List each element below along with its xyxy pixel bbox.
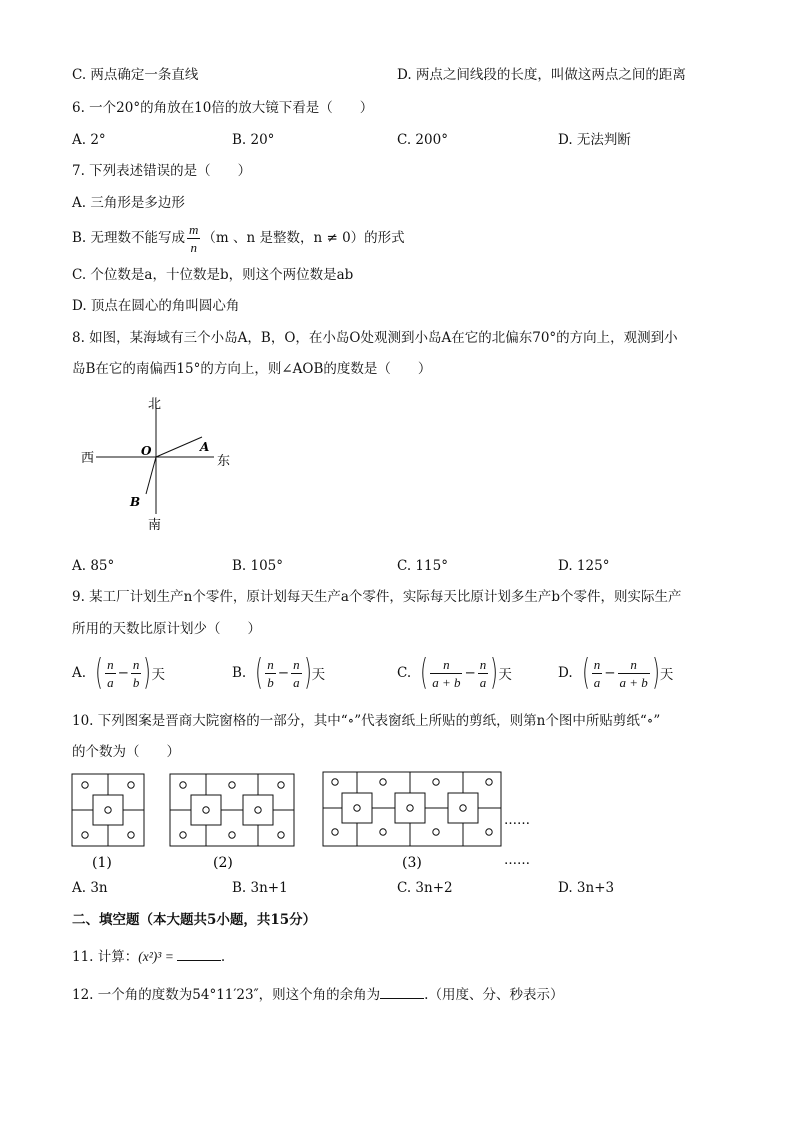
q9-a-frac1 — [105, 658, 116, 689]
frac-denominator: b — [267, 674, 274, 690]
q10-option-b: B. 3n+1 — [232, 880, 288, 896]
q8-stem-line1: 8. 如图，某海域有三个小岛A，B，O，在小岛O处观测到小岛A在它的北偏东70°的方向上，观测到小 — [72, 330, 678, 346]
frac-numerator: n — [479, 656, 487, 672]
q7-option-c: C. 个位数是a，十位数是b，则这个两位数是ab — [72, 267, 354, 283]
frac-numerator: n — [593, 656, 601, 672]
q7-option-d: D. 顶点在圆心的角叫圆心角 — [72, 298, 240, 314]
q12-suffix: .（用度、分、秒表示） — [424, 987, 564, 1003]
q7-option-b-prefix: B. 无理数不能写成 — [72, 230, 186, 246]
q7-option-a: A. 三角形是多边形 — [72, 195, 185, 211]
pattern-figure-2 — [170, 774, 294, 846]
q10-option-a: A. 3n — [72, 880, 108, 896]
q9-c-frac1 — [430, 658, 462, 689]
ray-oa — [156, 437, 202, 457]
pattern-ellipsis-top: …… — [504, 813, 530, 828]
q9-c-frac2 — [478, 658, 489, 689]
label-north: 北 — [148, 397, 162, 412]
q9-option-a-label: A. — [72, 665, 87, 681]
q6-option-d: D. 无法判断 — [558, 132, 631, 148]
q9-b-frac1 — [265, 658, 276, 689]
pattern-ellipsis-bottom: …… — [504, 853, 530, 868]
label-b: B — [130, 495, 141, 509]
frac-denominator: a — [293, 674, 300, 690]
q12-line — [72, 984, 563, 1004]
q10-stem-line2: 的个数为（ ） — [72, 744, 180, 760]
q9-option-b: B. ( $\frac{n}{b}$ − $\frac{n}{a}$ ) 天 — [232, 652, 326, 693]
q5-option-c: C. 两点确定一条直线 — [72, 67, 199, 83]
q11-period: . — [220, 949, 226, 965]
q7-stem: 7. 下列表述错误的是（ ） — [72, 163, 252, 179]
q8-stem-line2: 岛B在它的南偏西15°的方向上，则∠AOB的度数是（ ） — [72, 361, 432, 377]
minus-sign: − — [117, 665, 129, 681]
frac-denominator: a + b — [432, 674, 461, 690]
label-west: 西 — [81, 451, 95, 466]
q7-option-b — [72, 220, 405, 256]
unit-days: 天 — [151, 667, 165, 683]
figure-label-2: (2) — [213, 855, 233, 871]
q12-prefix: 12. 一个角的度数为54°11′23″，则这个角的余角为 — [72, 987, 381, 1003]
pattern-figure-3 — [323, 772, 501, 846]
q10-window-patterns — [60, 768, 560, 876]
q9-stem-line2: 所用的天数比原计划少（ ） — [72, 621, 261, 637]
label-east: 东 — [217, 454, 231, 469]
label-o: O — [141, 444, 152, 458]
minus-sign: − — [464, 665, 476, 681]
q9-option-c-label: C. — [397, 665, 412, 681]
frac-denominator: a — [479, 674, 487, 690]
unit-days: 天 — [659, 667, 674, 683]
q7-option-b-suffix: （m 、n 是整数，n ≠ 0）的形式 — [202, 230, 405, 246]
frac-denominator: a — [593, 674, 601, 690]
q9-d-frac1 — [592, 658, 603, 689]
q6-option-b: B. 20° — [232, 132, 275, 148]
frac-numerator: n — [107, 656, 114, 672]
figure-label-3: (3) — [402, 855, 422, 871]
frac-denominator: a — [107, 674, 114, 690]
q10-option-d: D. 3n+3 — [558, 880, 615, 896]
q6-option-a: A. 2° — [72, 132, 106, 148]
section-title-fill-in: 二、填空题（本大题共5小题，共15分） — [72, 912, 317, 928]
label-south: 南 — [148, 518, 162, 533]
frac-numerator: n — [132, 656, 140, 672]
q7-fraction — [187, 223, 200, 254]
frac-numerator: n — [430, 658, 462, 674]
q5-option-d: D. 两点之间线段的长度，叫做这两点之间的距离 — [397, 67, 686, 83]
q9-option-b-label: B. — [232, 665, 247, 681]
q10-stem-line1: 10. 下列图案是晋商大院窗格的一部分，其中“∘”代表窗纸上所贴的剪纸，则第n个图中所贴剪纸“∘” — [72, 713, 661, 729]
minus-sign: − — [277, 665, 290, 681]
q9-d-frac2 — [618, 658, 650, 689]
figure-label-1: (1) — [92, 855, 112, 871]
label-a: A — [200, 440, 210, 454]
q10-option-c: C. 3n+2 — [397, 880, 453, 896]
q11-line — [72, 946, 225, 966]
q9-a-frac2 — [131, 658, 142, 689]
q11-answer-blank[interactable] — [177, 946, 221, 961]
q11-expression: (x²)³ = — [138, 949, 174, 964]
q6-option-c: C. 200° — [397, 132, 448, 148]
q6-stem: 6. 一个20°的角放在10倍的放大镜下看是（ ） — [72, 100, 374, 116]
q9-option-a: A. ( $\frac{n}{a}$ − $\frac{n}{b}$ ) 天 — [72, 652, 165, 693]
pattern-figure-1 — [72, 774, 144, 846]
unit-days: 天 — [498, 667, 512, 683]
frac-numerator: n — [267, 656, 274, 672]
q8-option-b: B. 105° — [232, 558, 284, 574]
q8-option-d: D. 125° — [558, 558, 610, 574]
q9-stem-line1: 9. 某工厂计划生产n个零件，原计划每天生产a个零件，实际每天比原计划多生产b个零件，则实际生产 — [72, 589, 682, 605]
q11-prefix: 11. 计算： — [72, 949, 139, 965]
ray-ob — [146, 457, 156, 494]
q12-answer-blank[interactable] — [380, 984, 424, 999]
frac-denominator: a + b — [619, 674, 648, 690]
q9-option-d: D. ( $\frac{n}{a}$ − $\frac{n}{a + b}$ ) 天 — [558, 652, 674, 693]
q8-option-c: C. 115° — [397, 558, 448, 574]
unit-days: 天 — [311, 667, 326, 683]
q8-compass-figure — [70, 390, 250, 540]
frac-numerator: n — [618, 658, 650, 674]
q8-option-a: A. 85° — [72, 558, 115, 574]
q7-fraction-numerator: m — [189, 222, 199, 237]
q9-b-frac2 — [291, 658, 302, 689]
q9-option-d-label: D. — [558, 665, 573, 681]
q9-option-c: C. ( $\frac{n}{a + b}$ − $\frac{n}{a}$ ) 天 — [397, 652, 512, 693]
frac-numerator: n — [293, 656, 300, 672]
minus-sign: − — [604, 665, 616, 681]
frac-denominator: b — [132, 674, 140, 690]
q7-fraction-denominator: n — [190, 240, 197, 255]
